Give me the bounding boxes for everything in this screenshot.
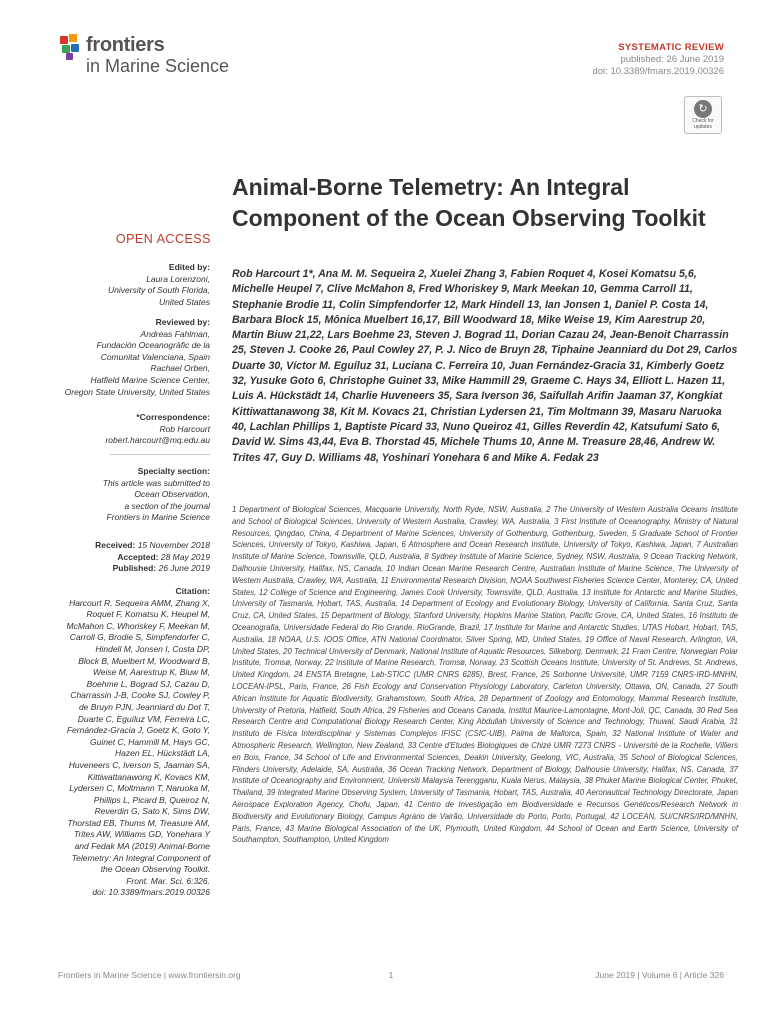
open-access-label: OPEN ACCESS: [115, 232, 211, 246]
correspondence-email[interactable]: robert.harcourt@mq.edu.au: [105, 435, 210, 446]
published-value: 26 June 2019: [158, 563, 210, 574]
citation-line: Block B, Muelbert M, Woodward B,: [78, 655, 210, 666]
citation-line: and Fedak MA (2019) Animal-Borne: [74, 841, 210, 852]
frontiers-logo-icon: [58, 34, 84, 62]
correspondence-section: [52, 412, 210, 447]
received-date: [52, 540, 210, 552]
author-list: Rob Harcourt 1*, Ana M. M. Sequeira 2, Xuelei Zhang 3, Fabien Roquet 4, Kosei Komatsu 5,6, Michelle Heupel 7, Clive McMahon 8, Fred Whoriskey 9, Mark Meekan 10, Gemma Carroll 11, Stephanie Brodie 11, Colin Simpfendorfer 12, Mark Hindell 13, Ian Jonsen 1, Daniel P. Costa 14, Barbara Block 15, Mônica Muelbert 16,17, Bill Woodward 18, Mike Weise 19, Kim Aarestrup 20, Martin Biuw 21,22, Lars Boehme 23, Steven J. Bograd 11, Dorian Cazau 24, Jean-Benoit Charrassin 25, Steven J. Cooke 26, Paul Cowley 27, P. J. Nico de Bruyn 28, Tiphaine Jeanniard du Dot 29, Carlos Duarte 30, Víctor M. Eguíluz 31, Luciana C. Ferreira 10, Juan Fernández-Gracia 31, Kimberly Goetz 32, Yusuke Goto 6, Christophe Guinet 33, Mike Hammill 29, Graeme C. Hays 34, Elliott L. Hazen 11, Luis A. Hückstädt 14, Charlie Huveneers 35, Sara Iverson 36, Saifullah Arifin Jaaman 37, Kongkiat Kittiwattanawong 38, Kit M. Kovacs 21, Christian Lydersen 21, Tim Moltmann 39, Masaru Naruoka 40, Lachlan Phillips 1, Baptiste Picard 33, Nuno Queiroz 41, Gilles Reverdin 42, Katsufumi Sato 6, David W. Sims 43,44, Eva B. Thorstad 45, Michele Thums 10, Anne M. Treasure 28,46, Andrew W. Trites 47, Guy D. Williams 48, Yoshinari Yonehara 6 and Mike A. Fedak 23: [232, 268, 738, 464]
citation-line: McMahon C, Whoriskey F, Meekan M,: [66, 620, 210, 631]
citation-line: Harcourt R, Sequeira AMM, Zhang X,: [69, 597, 210, 608]
reviewer-line: Fundación Oceanogràfic de la: [96, 340, 210, 351]
citation-line: de Bruyn PJN, Jeanniard du Dot T,: [78, 701, 210, 712]
reviewer-line: Hatfield Marine Science Center,: [90, 374, 210, 385]
dates-section: [52, 540, 210, 575]
citation-line: Charrassin J-B, Cooke SJ, Cowley P,: [70, 690, 210, 701]
specialty-heading: Specialty section:: [137, 466, 210, 476]
citation-line: Huveneers C, Iverson S, Jaaman SA,: [68, 759, 210, 770]
citation-line: Boehme L, Bograd SJ, Cazau D,: [86, 678, 210, 689]
specialty-line: Ocean Observation,: [134, 489, 210, 500]
citation-line: the Ocean Observing Toolkit.: [100, 864, 210, 875]
page-number: 1: [388, 970, 394, 980]
citation-section: [52, 586, 210, 899]
received-value: 15 November 2018: [137, 540, 210, 550]
edited-by-heading: Edited by:: [168, 262, 210, 272]
citation-line: Lydersen C, Moltmann T, Naruoka M,: [69, 783, 210, 794]
edited-by-line: United States: [158, 296, 210, 307]
citation-line: Guinet C, Hammill M, Hays GC,: [90, 736, 210, 747]
article-type: SYSTEMATIC REVIEW: [618, 42, 724, 53]
received-label: Received:: [95, 540, 136, 550]
citation-line: Trites AW, Williams GD, Yonehara Y: [73, 829, 210, 840]
citation-line: Duarte C, Eguíluz VM, Ferreira LC,: [77, 713, 210, 724]
citation-line: Roquet F, Komatsu K, Heupel M,: [86, 609, 210, 620]
accepted-date: [52, 552, 210, 564]
specialty-line: a section of the journal: [124, 500, 210, 511]
reviewer-line: Oregon State University, United States: [64, 386, 210, 397]
sidebar-divider: [110, 454, 210, 455]
reviewer-line: Comunitat Valenciana, Spain: [100, 351, 210, 362]
accepted-value: 28 May 2019: [160, 551, 210, 562]
citation-line: Kittiwattanawong K, Kovacs KM,: [87, 771, 210, 782]
journal-name-line2: in Marine Science: [86, 56, 230, 76]
reviewer-line: Rachael Orben,: [150, 363, 210, 374]
citation-line: Thorstad EB, Thums M, Treasure AM,: [67, 817, 210, 828]
citation-line: Carroll G, Brodie S, Simpfendorfer C,: [69, 632, 210, 643]
reviewer-line: Andreas Fahlman,: [140, 328, 210, 339]
citation-line: Weise M, Aarestrup K, Biuw M,: [92, 667, 210, 678]
reviewed-by-section: [52, 317, 210, 398]
doi[interactable]: doi: 10.3389/fmars.2019.00326: [592, 66, 724, 77]
journal-name-line1: frontiers: [86, 34, 165, 56]
citation-line: Hazen EL, Hückstädt LA,: [115, 748, 210, 759]
accepted-label: Accepted:: [117, 551, 159, 562]
citation-line: Telemetry: An Integral Component of: [71, 852, 210, 863]
article-title: Animal-Borne Telemetry: An Integral Component of the Ocean Observing Toolkit: [232, 174, 706, 231]
correspondence-name: Rob Harcourt: [159, 423, 210, 434]
citation-line: Phillips L, Picard B, Queiroz N,: [93, 794, 210, 805]
published-date-sidebar: [52, 563, 210, 575]
edited-by-line: University of South Florida,: [107, 285, 210, 296]
check-for-updates-label: Check for updates: [692, 118, 714, 130]
check-for-updates-badge[interactable]: [684, 96, 722, 134]
published-date: published: 26 June 2019: [620, 54, 724, 65]
citation-line: Fernández-Gracia J, Goetz K, Goto Y,: [66, 725, 210, 736]
citation-heading: Citation:: [175, 586, 210, 596]
edited-by-line: Laura Lorenzoni,: [146, 273, 210, 284]
footer-issue: June 2019 | Volume 6 | Article 326: [595, 970, 724, 980]
specialty-line: This article was submitted to: [102, 477, 210, 488]
citation-line: Hindell M, Jonsen I, Costa DP,: [95, 643, 210, 654]
refresh-icon: ↻: [694, 100, 712, 118]
correspondence-heading: *Correspondence:: [136, 412, 210, 422]
affiliations: 1 Department of Biological Sciences, Macquarie University, North Ryde, NSW, Australia, 2 The University of Western Australia Oceans Institute and School of Biological Sciences, University of Western Australia, Crawley, WA, Australia, 3 First Institute of Oceanography, Ministry of Natural Resources, Qingdao, China, 4 Department of Marine Sciences, University of Gothenburg, Gothenburg, Sweden, 5 Graduate School of Frontier Sciences, University of Tokyo, Kashiwa, Japan, 6 Atmosphere and Ocean Research Institute, University of Tokyo, Kashiwa, Japan, 7 Australian Institute of Marine Science, Townsville, QLD, Australia, 8 Sydney Institute of Marine Science, Sydney, NSW, Australia, 9 Ocean Tracking Network, Dalhousie University, Halifax, NS, Canada, 10 Indian Ocean Marine Research Centre, Australian Institute of Marine Science, The University of Western Australia, Crawley, WA, Australia, 11 Environmental Research Division, NOAA Southwest Fisheries Science Center, Monterey, CA, United States, 12 College of Science and Engineering, James Cook University, Townsville, QLD, Australia, 13 Institute for Antarctic and Marine Studies, University of Tasmania, Hobart, TAS, Australia, 14 Department of Ecology and Evolutionary Biology, University of California, Santa Cruz, Santa Cruz, CA, United States, 15 Department of Biology, Stanford University, Hopkins Marine Station, Pacific Grove, CA, United States, 16 Instituto de Oceanografia, Universidade Federal do Rio Grande, RioGrande, Brazil, 17 Institute for Marine and Antarctic Studies, UTAS Hobart, Hobart, TAS, Australia, 18 NOAA, U.S. IOOS Office, ATN National Coordinator, Silver Spring, MD, United States, 19 Office of Naval Research, Arlington, VA, United States, 20 Technical University of Denmark, National Institute of Aquatic Resources, Silkeborg, Denmark, 21 Fram Centre, Norwegian Polar Institute, Tromsø, Norway, 22 Institute of Marine Research, Tromsø, Norway, 23 Scottish Oceans Institute, University of St. Andrews, St. Andrews, United Kingdom, 24 ENSTA Bretagne, Lab-STICC (UMR CNRS 6285), Brest, France, 25 Sorbonne Université, UMR 7159 CNRS-IRD-MNHN, LOCEAN-IPSL, Paris, France, 26 Fish Ecology and Conservation Physiology Laboratory, Carleton University, Ottawa, ON, Canada, 27 South African Institute for Aquatic Biodiversity, Grahamstown, South Africa, 28 Department of Zoology and Entomology, Mammal Research Institute, University of Pretoria, Hatfield, South Africa, 29 Fisheries and Oceans Canada, Institut Maurice-Lamontagne, Mont-Joli, QC, Canada, 30 Red Sea Research Centre and Computational Biology Research Center, King Abdullah University of Science and Technology, Thuwal, Saudi Arabia, 31 Instituto de Física Interdisciplinar y Sistemas Complejos IFISC (CSIC-UIB), Palma de Mallorca, Spain, 32 National Institute of Water and Atmospheric Research, Wellington, New Zealand, 33 Centre d'Etudes Biologiques de Chizé UMR 7273 CNRS - Université de la Rochelle, Villiers en Bois, France, 34 School of Life and Environmental Sciences, Deakin University, Geelong, VIC, Australia, 35 School of Biological Sciences, Flinders University, Adelaide, SA, Australia, 36 Ocean Tracking Network, Department of Biology, Dalhousie University, Halifax, NS, Canada, 37 Institute of Oceanography and Environment, Universiti Malaysia Terengganu, Kuala Nerus, Malaysia, 38 Phuket Marine Biological Center, Phuket, Thailand, 39 Integrated Marine Observing System, University of Tasmania, Hobart, TAS, Australia, 40 Aeronautical Technology Directorate, Japan Aerospace Exploration Agency, Chofu, Japan, 41 Centro de Investigação em Biodiversidade e Recursos Genéticos/Research Network in Biodiversity and Evolutionary Biology, Campus Agrário de Vairão, Universidade do Porto, Porto, Portugal, 42 LOCEAN, SU/CNRS/IRD/MNHN, Paris, France, 43 Marine Biological Association of the UK, Plymouth, United Kingdom, 44 School of Ocean and Earth Science, University of Southampton, Southampton, United Kingdom: [232, 505, 738, 845]
footer-journal[interactable]: Frontiers in Marine Science | www.frontiersin.org: [58, 970, 241, 980]
reviewed-by-heading: Reviewed by:: [155, 317, 210, 327]
citation-line: Reverdin G, Sato K, Sims DW,: [94, 806, 210, 817]
edited-by-section: [52, 262, 210, 308]
published-label: Published:: [112, 563, 157, 574]
specialty-line: Frontiers in Marine Science: [106, 512, 210, 523]
citation-line: doi: 10.3389/fmars.2019.00326: [92, 887, 210, 898]
specialty-section: [52, 466, 210, 524]
citation-text: [52, 598, 210, 899]
citation-line: Front. Mar. Sci. 6:326.: [126, 875, 210, 886]
article-header: [592, 42, 724, 78]
